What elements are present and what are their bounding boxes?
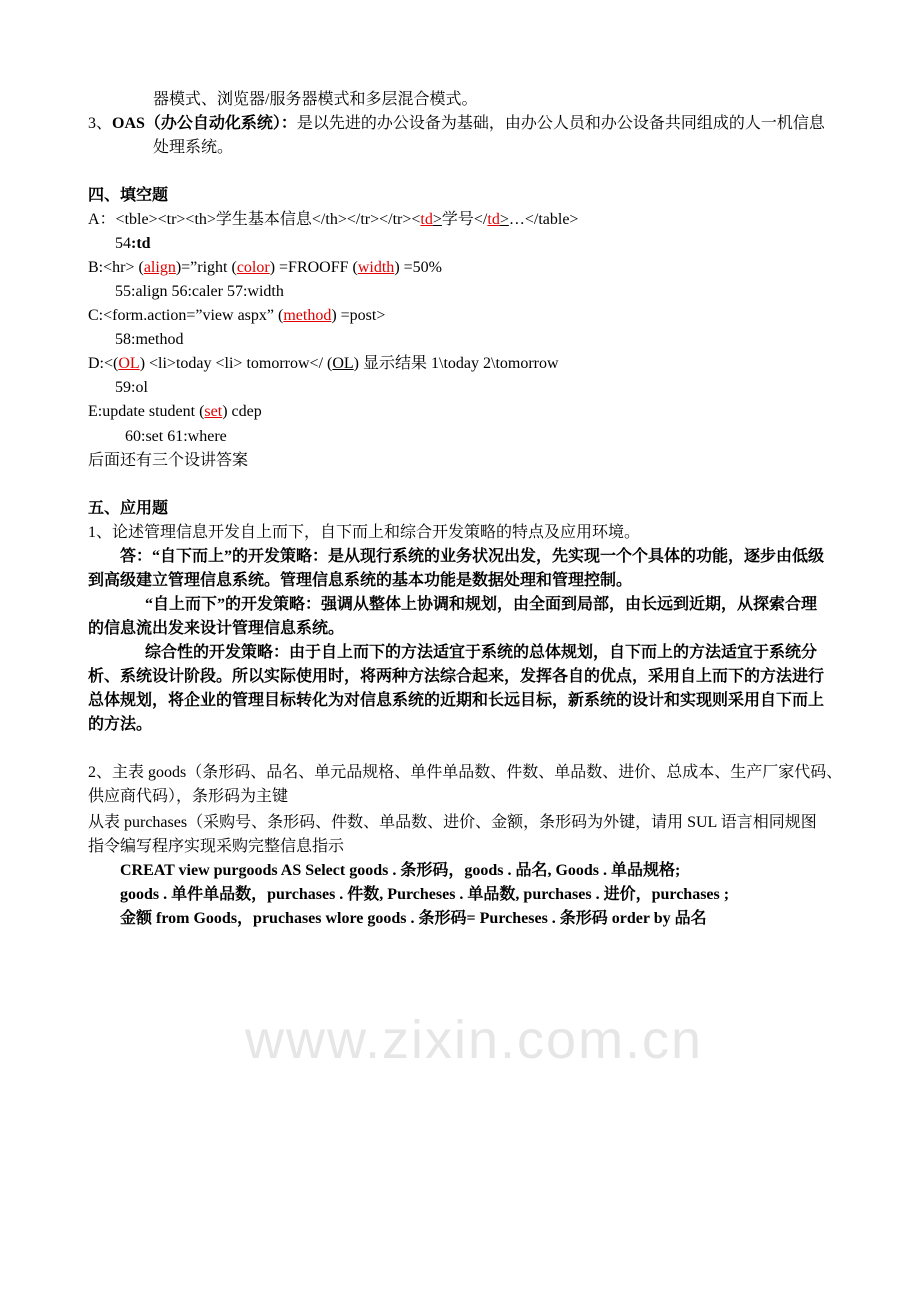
text-line (153, 138, 233, 158)
text-segment: 处理系统。 (153, 139, 234, 156)
text-segment: > (432, 211, 442, 228)
text-segment: C:<form.action=”view aspx” ( (88, 307, 284, 324)
text-segment: :td (131, 235, 151, 252)
text-line (88, 402, 262, 422)
text-line (88, 258, 442, 278)
text-segment: 的方法。 (88, 716, 153, 733)
text-segment: ) =50% (394, 259, 442, 276)
text-segment: B:<hr> ( (88, 259, 144, 276)
text-segment: A：<tble><tr><th>学生基本信息</th></tr></tr>< (88, 211, 421, 228)
text-line (88, 354, 559, 374)
text-segment: ) =FROOFF ( (269, 259, 358, 276)
text-segment: 总体规划，将企业的管理目标转化为对信息系统的近期和长远目标，新系统的设计和实现则采用自下而上 (88, 692, 825, 709)
text-line (88, 306, 385, 326)
text-line (115, 330, 183, 350)
text-segment: 58:method (115, 331, 184, 348)
text-segment: 学号</ (441, 211, 488, 228)
text-line (115, 234, 151, 254)
text-segment: 四、填空题 (88, 187, 169, 204)
text-line (120, 547, 824, 567)
text-segment: 金额 from Goods，pruchases wlore goods . 条形码= Purcheses . 条形码 order by 品名 (120, 910, 707, 927)
text-line (125, 427, 227, 447)
text-segment: 后面还有三个设讲答案 (88, 452, 249, 469)
text-line (88, 114, 825, 134)
text-line (88, 813, 817, 833)
text-line (88, 837, 344, 857)
text-line (88, 210, 578, 230)
text-segment: 指令编写程序实现采购完整信息指示 (88, 838, 345, 855)
text-line (115, 378, 148, 398)
answer-fill: set (204, 403, 223, 420)
text-segment: ) 显示结果 1\today 2\tomorrow (353, 355, 559, 372)
answer-fill: method (283, 307, 332, 324)
answer-fill: td (487, 211, 500, 228)
text-segment: E:update student ( (88, 403, 205, 420)
text-segment: )=”right ( (175, 259, 237, 276)
text-segment: 54 (115, 235, 131, 252)
text-segment: CREAT view purgoods AS Select goods . 条形码，goods . 品名, Goods . 单品规格; (120, 862, 681, 879)
text-segment: 是以先进的办公设备为基础，由办公人员和办公设备共同组成的人一机信息 (296, 115, 825, 132)
text-segment: 55:align 56:caler 57:width (115, 283, 284, 300)
text-segment: goods . 单件单品数，purchases . 件数, Purcheses . 单品数, purchases . 进价，purchases ; (120, 886, 730, 903)
text-line (88, 763, 842, 783)
text-segment: ) cdep (222, 403, 262, 420)
text-line (88, 715, 152, 735)
answer-fill: OL (118, 355, 140, 372)
text-line (88, 186, 168, 206)
text-segment: OL (332, 355, 354, 372)
text-segment: 五、应用题 (88, 500, 169, 517)
text-line (88, 787, 288, 807)
text-segment: 析、系统设计阶段。所以实际使用时，将两种方法综合起来，发挥各自的优点，采用自上而下的方法进行 (88, 668, 825, 685)
text-segment: D:<( (88, 355, 119, 372)
text-segment: ) =post> (331, 307, 386, 324)
text-segment: OAS（办公自动化系统）： (112, 115, 297, 132)
text-segment: ) <li>today <li> tomorrow</ ( (139, 355, 333, 372)
text-segment: 60:set 61:where (125, 428, 227, 445)
text-segment: 从表 purchases（采购号、条形码、件数、单品数、进价、金额，条形码为外键，请用 SUL 语言相同规图 (88, 814, 817, 831)
answer-fill: color (236, 259, 270, 276)
text-line (120, 861, 680, 881)
text-line (88, 571, 632, 591)
answer-fill: align (143, 259, 176, 276)
text-line (88, 499, 168, 519)
answer-fill: width (357, 259, 395, 276)
text-segment: …</table> (508, 211, 579, 228)
text-segment: 的信息流出发来设计管理信息系统。 (88, 620, 345, 637)
text-segment: 综合性的开发策略：由于自上而下的方法适宜于系统的总体规划，自下而上的方法适宜于系统分 (145, 644, 818, 661)
text-segment: 3、 (88, 115, 113, 132)
text-segment: 1、论述管理信息开发自上而下，自下而上和综合开发策略的特点及应用环境。 (88, 524, 641, 541)
text-segment: 答：“自下而上”的开发策略：是从现行系统的业务状况出发，先实现一个个具体的功能，逐步由低级 (120, 548, 825, 565)
text-line (145, 643, 817, 663)
watermark: www.zixin.com.cn (245, 1010, 704, 1070)
text-line (115, 282, 284, 302)
text-segment: 到高级建立管理信息系统。管理信息系统的基本功能是数据处理和管理控制。 (88, 572, 633, 589)
text-line (88, 523, 640, 543)
text-segment: 器模式、浏览器/服务器模式和多层混合模式。 (153, 91, 478, 108)
text-line (88, 667, 824, 687)
text-line (120, 909, 707, 929)
text-segment: 供应商代码），条形码为主键 (88, 788, 289, 805)
text-line (153, 90, 477, 110)
text-line (88, 619, 344, 639)
text-segment: 2、主表 goods（条形码、品名、单元品规格、单件单品数、件数、单品数、进价、总成本、生产厂家代码、 (88, 764, 843, 781)
text-line (120, 885, 729, 905)
text-line (145, 595, 817, 615)
text-segment: 59:ol (115, 379, 148, 396)
text-segment: “自上而下”的开发策略：强调从整体上协调和规划，由全面到局部，由长远到近期，从探索合理 (145, 596, 818, 613)
text-segment: > (499, 211, 509, 228)
text-line (88, 691, 824, 711)
answer-fill: td (420, 211, 433, 228)
text-line (88, 451, 248, 471)
